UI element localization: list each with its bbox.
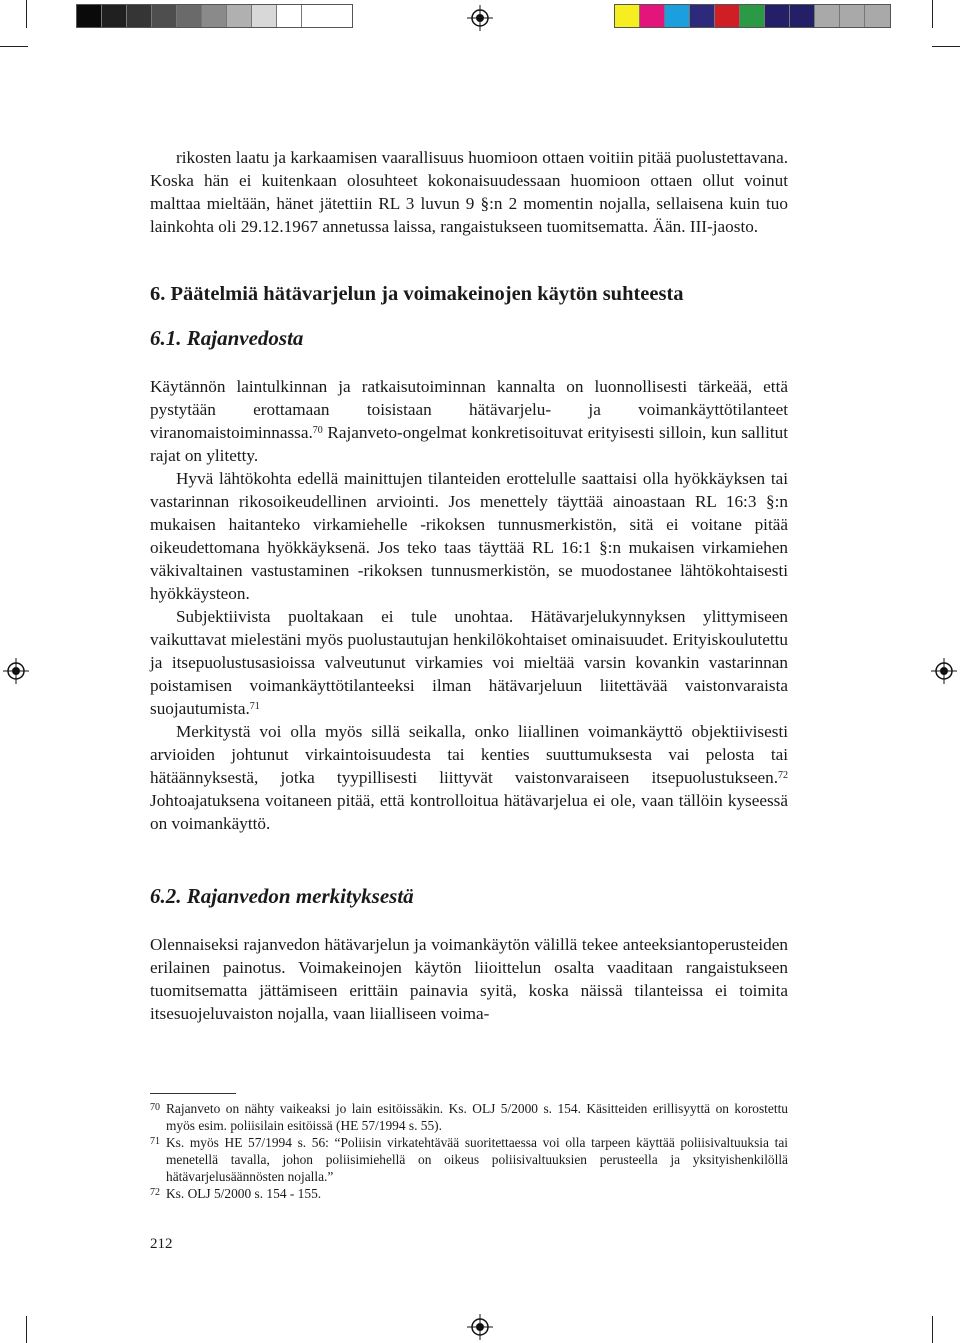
color-swatch xyxy=(740,5,765,27)
footnote-number: 71 xyxy=(150,1136,160,1147)
color-swatch xyxy=(815,5,840,27)
paragraph-text: Rajanveto-ongelmat konkretisoituvat erityisesti silloin, kun sallitut rajat on ylitetty. xyxy=(150,423,788,465)
body-paragraph xyxy=(150,375,788,467)
color-swatch xyxy=(615,5,640,27)
color-swatch xyxy=(715,5,740,27)
gray-swatch xyxy=(177,5,202,27)
registration-mark-icon xyxy=(467,5,493,31)
grayscale-color-bar xyxy=(76,4,353,28)
footnote-text: Ks. OLJ 5/2000 s. 154 - 155. xyxy=(166,1186,322,1201)
body-paragraph: Hyvä lähtökohta edellä mainittujen tilanteiden erottelulle saattaisi olla hyökkäyksen tai vastarinnan rikosoikeudellinen arviointi. Jos menettely täyttää ainoastaan RL 16:3 §:n mukaisen haitanteko virkamiehelle -rikoksen tunnusmerkistön, sitä ei voitane pitää oikeudettomana hyökkäyksenä. Jos teko taas täyttää RL 16:1 §:n mukaisen virkamiehen väkivaltainen vastustaminen -rikoksen tunnusmerkistön, se muodostanee lähtökohtaisesti hyökkäysteon. xyxy=(150,469,788,603)
footnote-number: 70 xyxy=(150,1102,160,1113)
page-body xyxy=(150,146,788,1025)
registration-mark-icon xyxy=(467,1314,493,1340)
paragraph-text: Käytännön laintulkinnan ja ratkaisutoiminnan kannalta on luonnollisesti tärkeää, että pystytään erottamaan toisistaan hätävarjelu- ja voimankäyttötilanteet viranomaistoiminnassa. xyxy=(150,377,788,442)
subsection-heading: 6.1. Rajanvedosta xyxy=(150,326,304,350)
intro-paragraph: rikosten laatu ja karkaamisen vaarallisuus huomioon ottaen voitiin pitää puolustettavana. Koska hän ei kuitenkaan olosuhteet kokonaisuudessaan huomioon ottaen ollut voinut malttaa mieltään, hänet jätettiin RL 3 luvun 9 §:n 2 momentin nojalla, sellaisena kuin tuo lainkohta oli 29.12.1967 annetussa laissa, rangaistukseen tuomitsematta. Ään. III-jaosto. xyxy=(150,148,788,236)
footnote xyxy=(150,1134,788,1185)
footnote-text: Ks. myös HE 57/1994 s. 56: “Poliisin virkatehtävää suoritettaessa voi olla tarpeen käyttää poliisivaltuuksia tai menetellä tavalla, johon poliisimiehellä on oikeus poliisivaltuuksien perusteella ja yksityishenkilöllä hätävarjelusäännösten nojalla.” xyxy=(166,1135,788,1184)
crop-mark xyxy=(932,46,960,47)
footnote-divider xyxy=(150,1093,236,1094)
gray-swatch xyxy=(252,5,277,27)
color-swatch xyxy=(765,5,790,27)
gray-swatch xyxy=(77,5,102,27)
crop-mark xyxy=(26,1316,27,1343)
gray-swatch xyxy=(127,5,152,27)
footnote-ref: 71 xyxy=(249,701,260,712)
footnote xyxy=(150,1185,788,1202)
color-swatch xyxy=(665,5,690,27)
footnote-text: Rajanveto on nähty vaikeaksi jo lain esitöissäkin. Ks. OLJ 5/2000 s. 154. Käsitteiden erillisyyttä on korostettu myös esim. poliisilain esitöissä (HE 57/1994 s. 55). xyxy=(166,1101,788,1133)
color-swatch xyxy=(640,5,665,27)
registration-mark-icon xyxy=(3,658,29,684)
color-swatch xyxy=(690,5,715,27)
gray-swatch xyxy=(302,5,327,27)
section-heading: 6. Päätelmiä hätävarjelun ja voimakeinojen käytön suhteesta xyxy=(150,283,684,305)
registration-mark-icon xyxy=(931,658,957,684)
process-color-bar xyxy=(614,4,891,28)
body-paragraph: Olennaiseksi rajanvedon hätävarjelun ja voimankäytön välillä tekee anteeksiantoperusteiden erilainen painotus. Voimakeinojen käytön liioittelun osalta vaaditaan rangaistukseen tuomitsematta jättämiseen erittäin painavia syitä, koska näissä tilanteissa ei toimita itsesuojeluvaiston nojalla, vaan liialliseen voima- xyxy=(150,935,788,1023)
footnote xyxy=(150,1100,788,1134)
body-paragraph xyxy=(150,605,788,720)
gray-swatch xyxy=(277,5,302,27)
footnotes xyxy=(150,1100,788,1202)
color-swatch xyxy=(790,5,815,27)
gray-swatch xyxy=(152,5,177,27)
subsection-heading: 6.2. Rajanvedon merkityksestä xyxy=(150,884,414,908)
footnote-ref: 70 xyxy=(312,425,323,436)
gray-swatch xyxy=(227,5,252,27)
crop-mark xyxy=(932,1316,933,1343)
footnote-ref: 72 xyxy=(778,770,788,781)
color-swatch xyxy=(840,5,865,27)
color-swatch xyxy=(865,5,890,27)
paragraph-text: Merkitystä voi olla myös sillä seikalla, onko liiallinen voimankäyttö objektiivisesti arvioiden johtunut virkaintoisuudesta tai kenties suuttumuksesta vai pelosta tai hätäännyksestä, jotka tyypillisesti liittyvät vaistonvaraiseen itsepuolustukseen. xyxy=(150,722,788,787)
page-number: 212 xyxy=(150,1236,173,1252)
footnote-number: 72 xyxy=(150,1187,160,1198)
body-paragraph xyxy=(150,720,788,835)
crop-mark xyxy=(0,46,28,47)
crop-mark xyxy=(932,0,933,28)
gray-swatch xyxy=(202,5,227,27)
crop-mark xyxy=(26,0,27,28)
paragraph-text: Subjektiivista puoltakaan ei tule unohtaa. Hätävarjelukynnyksen ylittymiseen vaikuttavat mielestäni myös puolustautujan henkilökohtaiset ominaisuudet. Erityiskoulutettu ja itsepuolustusasioissa valveutunut virkamies voi mieltää varsin kovankin vastarinnan poistamisen voimankäyttötilanteeksi ilman hätävarjeluun liitettävää vaistonvaraista suojautumista. xyxy=(150,607,788,718)
paragraph-text: Johtoajatuksena voitaneen pitää, että kontrolloitua hätävarjelua ei ole, vaan tällöin kyseessä on voimankäyttö. xyxy=(150,791,788,833)
gray-swatch xyxy=(102,5,127,27)
gray-swatch xyxy=(327,5,352,27)
